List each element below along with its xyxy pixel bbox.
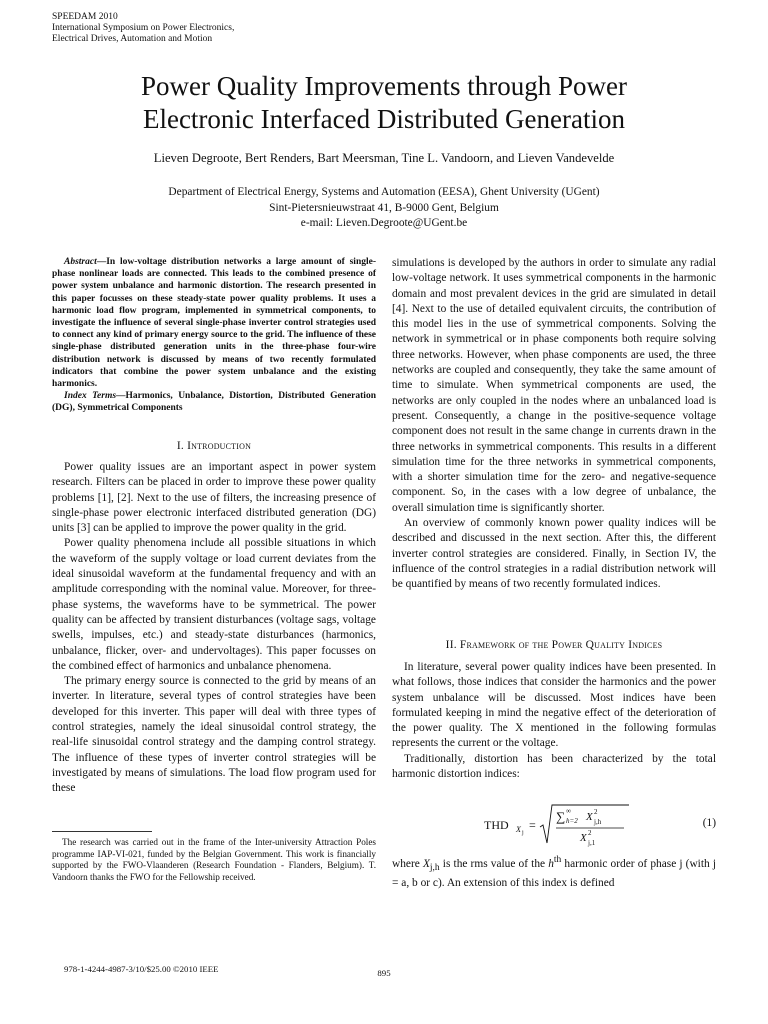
affiliation-address: Sint-Pietersnieuwstraat 41, B-9000 Gent, Belgium [269,201,499,214]
right-paragraph-1: simulations is developed by the authors in order to simulate any radial low-voltage network. It uses symmetrical components in the harmonic domain and most prevalent devices in the grid are simulated in detail [4]. Next to the use of detailed equivalent circuits, the contribution of this model lies in the use of symmetrical components. Solving the network in symmetrical or in phase components both require solving three networks. However, when phase components are used, the three networks are coupled and consequently, they take the same amount of time to simulate. When symmetrical components are used, the networks are only coupled in the nodes where an unbalanced load is present. Consequently, a change in the positive-sequence voltage component does not result in the same change in currents drawn in the three networks in symmetrical components. This results in a different simulation time for the three networks in symmetrical components, with a shorter simulation time for the zero- and negative-sequence component. So, in the cases with a low degree of unbalance, the overall simulation time is significantly shorter. [392,257,716,514]
eq-num-sub: j,h [594,818,602,826]
isbn-copyright: 978-1-4244-4987-3/10/$25.00 ©2010 IEEE [64,964,219,974]
author-list: Lieven Degroote, Bert Renders, Bart Meersman, Tine L. Vandoorn, and Lieven Vandevelde [153,151,615,165]
index-terms-text: —Harmonics, Unbalance, Distortion, Distributed Generation (DG), Symmetrical Components [52,391,376,414]
eq-den-var: X [580,832,587,844]
affiliation-department: Department of Electrical Energy, Systems and Automation (EESA), Ghent University (UGent) [168,186,600,198]
eq-sum: ∑ [556,809,566,824]
eq-equals: = [529,818,536,832]
footnote-text: The research was carried out in the frame of the Inter-university Attraction Poles programme IAP-VI-021, funded by the Belgian Government. This work is financially supported by the FWO-Vlaanderen (Research Foundation - Flanders, Belgium). T. Vandoorn thanks the FWO for the Fellowship received. [52,837,376,882]
footnote-rule [52,831,152,832]
abstract [52,256,376,415]
title-line-2: Electronic Interfaced Distributed Generation [142,104,626,134]
equation-number: (1) [702,817,716,829]
eq-num-power: 2 [594,808,598,816]
affiliation [0,185,768,232]
affiliation-email[interactable]: e-mail: Lieven.Degroote@UGent.be [300,217,468,229]
right-column-body [392,256,716,593]
eq-after-text-1: where [392,857,423,870]
eq-after-th: th [553,855,562,865]
conference-subtitle-2: Electrical Drives, Automation and Motion [52,34,213,44]
eq-after-var: X [422,857,430,870]
conference-subtitle-1: International Symposium on Power Electronics, [52,23,235,33]
eq-after-text-2: is the rms value of the [439,857,549,870]
right-paragraph-2: An overview of commonly known power quality indices will be described and discussed in the next section. After this, the different inverter control strategies are considered. Finally, in Section IV, the influence of the control strategies in a radial distribution network will be quantified by means of two recently formulated indices. [392,517,716,591]
eq-after-paragraph [392,853,716,892]
eq-sum-lower: h=2 [566,817,578,825]
introduction-body [52,460,376,797]
index-terms [52,390,376,414]
title-line-1: Power Quality Improvements through Power [141,71,627,101]
eq-lhs-sub: X [516,825,521,834]
framework-paragraph-1: In literature, several power quality indices have been presented. In what follows, those indices that consider the harmonics and the power system unbalance will be discussed. Most indices have been formulated keeping in mind the negative effect of the deterioration of the power quality. The X mentioned in the following formulas represents the current or the voltage. [392,661,716,750]
eq-after-h: h [548,857,554,870]
intro-paragraph-2: Power quality phenomena include all possible situations in which the waveform of the supply voltage or load current deviates from the ideal sinusoidal waveform at the fundamental frequency and with an amplitude corresponding with the nominal value. Moreover, for three-phase systems, the waveforms have to be symmetrical. The power quality can be affected by transient disturbances (voltage sags, voltage swells, impulses, etc.) and steady-state disturbances (harmonics, unbalance, flicker, over- and undervoltages). This paper focusses on the combined effect of harmonics and unbalance phenomena. [52,537,376,672]
section-heading-introduction: I. Introduction [176,440,252,452]
paper-title [0,70,768,136]
eq-sum-upper: ∞ [566,807,571,815]
abstract-label: Abstract [64,257,97,267]
footnote [52,837,376,883]
eq-after-sub: j,h [429,863,440,874]
section-heading-framework: II. Framework of the Power Quality Indices [445,639,663,651]
index-terms-label: Index Terms [64,391,117,402]
equation-formula [484,803,634,849]
page-number: 895 [377,968,391,978]
conference-header [52,12,234,45]
eq-lhs-subsub: j [522,830,524,836]
abstract-paragraph [52,256,376,390]
intro-paragraph-3: The primary energy source is connected to the grid by means of an inverter. In literature, several types of control strategies have been developed for this inverter. This paper will deal with three types of control strategies, namely the ideal sinusoidal control strategy, the real-life sinusoidal control strategy and the damping control strategy. The influence of these types of inverter control strategies will be investigated by means of simulations. The load flow program used for these [52,675,376,795]
framework-paragraph-2: Traditionally, distortion has been characterized by the total harmonic distortion indices: [392,752,716,781]
equation-explanation [392,853,716,892]
framework-body [392,660,716,782]
eq-den-sub: j,1 [588,839,596,847]
eq-lhs: THD [484,818,509,832]
eq-num-var: X [586,811,593,823]
eq-after-text-3: harmonic order of phase j (with j = a, b or c). An extension of this index is defined [392,857,716,890]
abstract-text: —In low-voltage distribution networks a large amount of single-phase nonlinear loads are connected. This leads to the combined presence of power system unbalance and harmonic distortion. The research presented in this paper focusses on these steady-state power quality problems. It uses a harmonic load flow program, implemented in symmetrical components, to investigate the influence of several single-phase inverter control strategies used to connect any kind of primary energy source to the grid. The influence of these single-phase distributed generation units in the three-phase four-wire distribution network is discussed by means of two recently formulated indicators that combine the power system unbalance and the existing harmonics. [52,257,376,390]
eq-den-power: 2 [588,829,592,837]
equation-1 [392,803,716,849]
intro-paragraph-1: Power quality issues are an important aspect in power system research. Filters can be placed in order to improve these power quality problems [1], [2]. Next to the use of filters, the increasing presence of single-phase power electronic interfaced distributed generation (DG) units [3] can be applied to improve the power quality in the grid. [52,461,376,535]
conference-name: SPEEDAM 2010 [52,12,118,22]
